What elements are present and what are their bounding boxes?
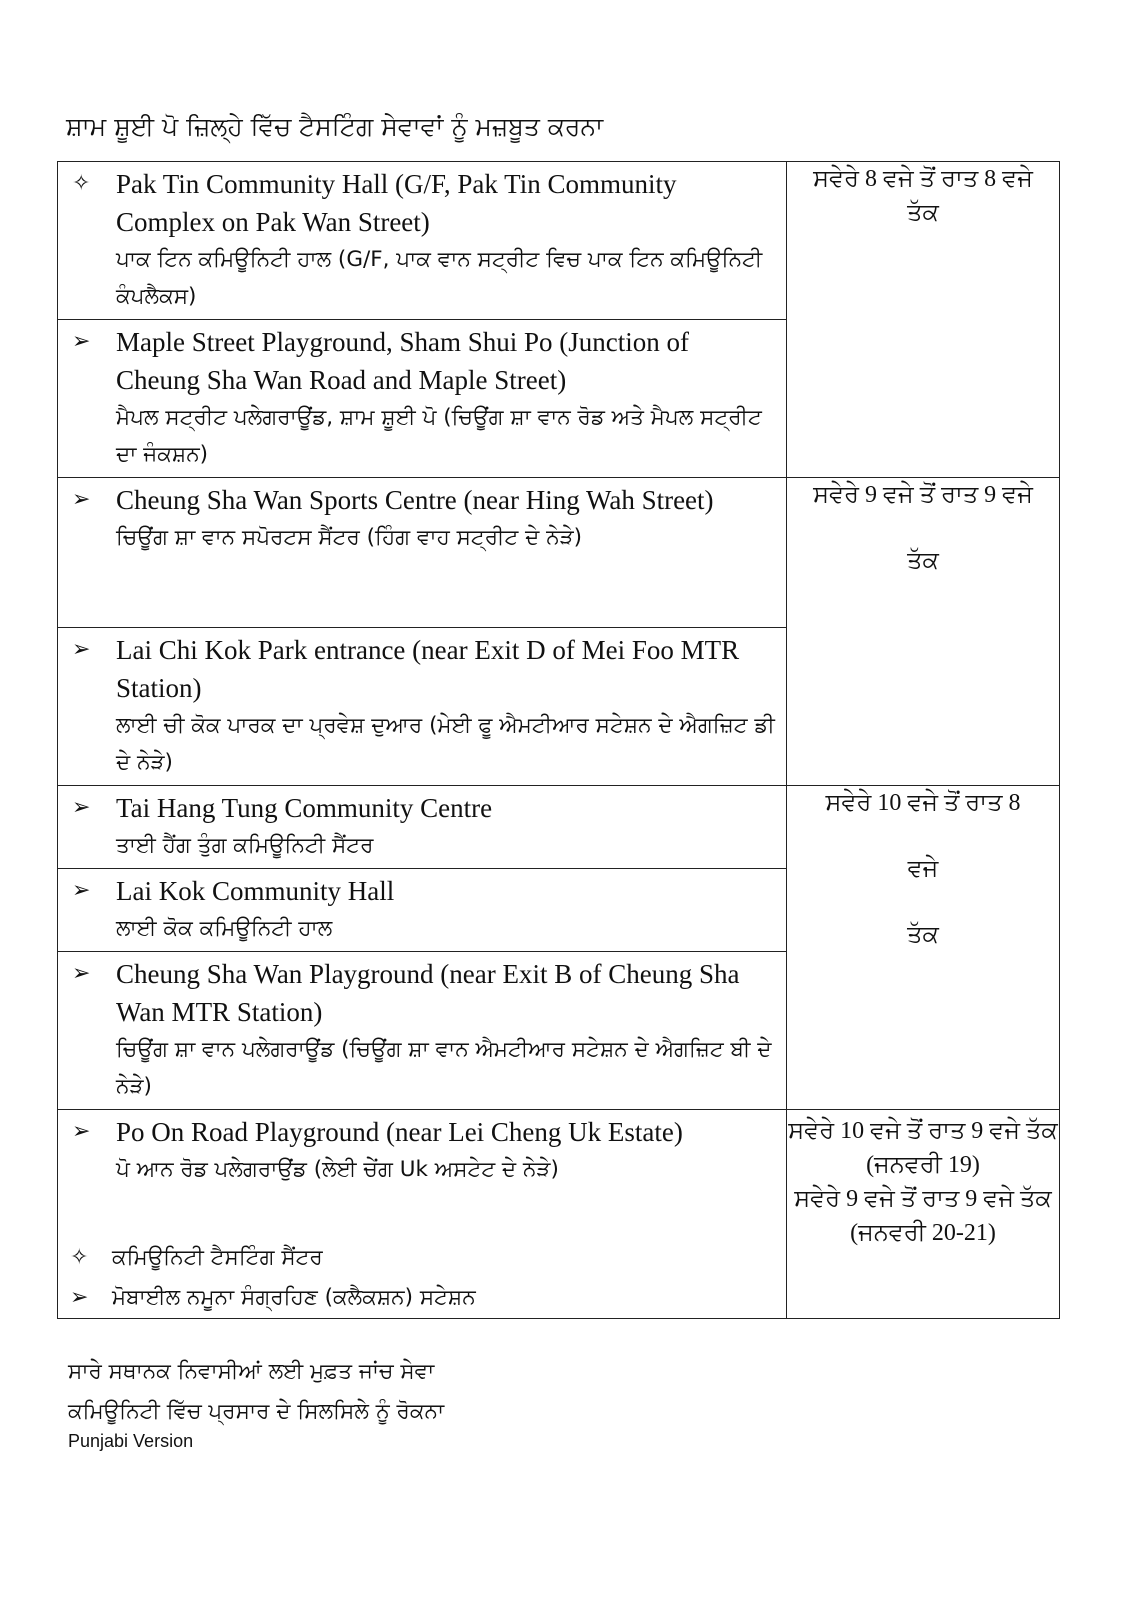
mobile-station-marker-icon: ➢: [72, 1119, 91, 1144]
slogan-line: ਕਮਿਊਨਿਟੀ ਵਿੱਚ ਪ੍ਰਸਾਰ ਦੇ ਸਿਲਸਿਲੇ ਨੂੰ ਰੋਕਨਾ: [68, 1399, 445, 1424]
hours-text: ਸਵੇਰੇ 10 ਵਜੇ ਤੋਂ ਰਾਤ 8: [825, 790, 1021, 816]
mobile-station-marker-icon: ➢: [72, 961, 91, 986]
community-testing-marker-icon: ✧: [72, 171, 91, 196]
hours-cell: [787, 478, 1060, 786]
site-name-en: Po On Road Playground (near Lei Cheng Uk Estate): [116, 1117, 683, 1147]
hours-text: ਵਜੇ: [907, 856, 939, 882]
mobile-station-marker-icon: ➢: [72, 487, 91, 512]
hours-cell: [787, 786, 1060, 1110]
site-name-en: Tai Hang Tung Community Centre: [116, 793, 493, 823]
site-name-pa: ਪਾਕ ਟਿਨ ਕਮਿਊਨਿਟੀ ਹਾਲ (G/F, ਪਾਕ ਵਾਨ ਸਟ੍ਰੀਟ ਵਿਚ ਪਾਕ ਟਿਨ ਕਮਿਊਨਿਟੀ ਕੰਪਲੈਕਸ): [116, 247, 763, 309]
hours-text: ਤੱਕ: [907, 548, 939, 574]
site-name-en: Lai Chi Kok Park entrance (near Exit D of Mei Foo MTR Station): [116, 635, 740, 703]
page-title: ਸ਼ਾਮ ਸ਼ੂਈ ਪੋ ਜ਼ਿਲ੍ਹੇ ਵਿੱਚ ਟੈਸਟਿੰਗ ਸੇਵਾਵਾਂ ਨੂੰ ਮਜ਼ਬੂਤ ਕਰਨਾ: [66, 112, 604, 141]
site-name-en: Maple Street Playground, Sham Shui Po (Junction of Cheung Sha Wan Road and Maple Street): [116, 327, 689, 395]
hours-text: ਤੱਕ: [907, 922, 939, 948]
hours-text: ਸਵੇਰੇ 9 ਵਜੇ ਤੋਂ ਰਾਤ 9 ਵਜੇ ਤੱਕ: [794, 1186, 1052, 1212]
mobile-station-marker-icon: ➢: [72, 637, 91, 662]
legend: [70, 1238, 476, 1318]
site-name-pa: ਪੋ ਆਨ ਰੋਡ ਪਲੇਗਰਾਉਂਡ (ਲੇਈ ਚੇਂਗ Uk ਅਸਟੇਟ ਦੇ ਨੇੜੇ): [116, 1157, 559, 1182]
site-name-pa: ਮੈਪਲ ਸਟ੍ਰੀਟ ਪਲੇਗਰਾਊਂਡ, ਸ਼ਾਮ ਸ਼ੂਈ ਪੋ (ਚਿਊਂਗ ਸ਼ਾ ਵਾਨ ਰੋਡ ਅਤੇ ਮੈਪਲ ਸਟ੍ਰੀਟ ਦਾ ਜੰਕਸ਼ਨ): [116, 405, 762, 467]
site-name-en: Lai Kok Community Hall: [116, 876, 395, 906]
site-cell: [58, 320, 787, 478]
site-name-pa: ਤਾਈ ਹੈਂਗ ਤੁੰਗ ਕਮਿਊਨਿਟੀ ਸੈਂਟਰ: [116, 833, 374, 858]
mobile-station-marker-icon: ➢: [72, 878, 91, 903]
table-row: [58, 786, 1060, 869]
hours-text: ਸਵੇਰੇ 9 ਵਜੇ ਤੋਂ ਰਾਤ 9 ਵਜੇ: [813, 482, 1033, 508]
slogan-line: ਸਾਰੇ ਸਥਾਨਕ ਨਿਵਾਸੀਆਂ ਲਈ ਮੁਫ਼ਤ ਜਾਂਚ ਸੇਵਾ: [68, 1359, 435, 1384]
mobile-station-marker-icon: ➢: [72, 795, 91, 820]
site-name-en: Cheung Sha Wan Playground (near Exit B of Cheung Sha Wan MTR Station): [116, 959, 740, 1027]
legend-item: [70, 1278, 476, 1318]
hours-text: ਸਵੇਰੇ 10 ਵਜੇ ਤੋਂ ਰਾਤ 9 ਵਜੇ ਤੱਕ: [788, 1118, 1058, 1144]
hours-date: (ਜਨਵਰੀ 19): [866, 1152, 980, 1178]
legend-label: ਕਮਿਊਨਿਟੀ ਟੈਸਟਿੰਗ ਸੈਂਟਰ: [112, 1245, 323, 1270]
table-row: [58, 162, 1060, 320]
legend-item: [70, 1238, 476, 1278]
hours-date: (ਜਨਵਰੀ 20-21): [850, 1220, 996, 1246]
testing-sites-table: [57, 161, 1060, 1319]
site-name-pa: ਲਾਈ ਚੀ ਕੋਕ ਪਾਰਕ ਦਾ ਪ੍ਰਵੇਸ਼ ਦੁਆਰ (ਮੇਈ ਫੂ ਐਮਟੀਆਰ ਸਟੇਸ਼ਨ ਦੇ ਐਗਜ਼ਿਟ ਡੀ ਦੇ ਨੇੜੇ): [116, 713, 775, 775]
mobile-station-marker-icon: ➢: [72, 329, 91, 354]
hours-text: ਸਵੇਰੇ 8 ਵਜੇ ਤੋਂ ਰਾਤ 8 ਵਜੇ ਤੱਕ: [813, 166, 1033, 226]
legend-label: ਮੋਬਾਈਲ ਨਮੂਨਾ ਸੰਗ੍ਰਹਿਣ (ਕਲੈਕਸ਼ਨ) ਸਟੇਸ਼ਨ: [112, 1285, 476, 1310]
site-name-en: Pak Tin Community Hall (G/F, Pak Tin Community Complex on Pak Wan Street): [116, 169, 677, 237]
site-cell: [58, 869, 787, 952]
community-testing-marker-icon: ✧: [70, 1245, 89, 1270]
version-label: Punjabi Version: [68, 1431, 194, 1451]
site-name-en: Cheung Sha Wan Sports Centre (near Hing Wah Street): [116, 485, 714, 515]
hours-cell: [787, 162, 1060, 478]
site-name-pa: ਚਿਊਂਗ ਸ਼ਾ ਵਾਨ ਪਲੇਗਰਾਊਂਡ (ਚਿਊਂਗ ਸ਼ਾ ਵਾਨ ਐਮਟੀਆਰ ਸਟੇਸ਼ਨ ਦੇ ਐਗਜ਼ਿਟ ਬੀ ਦੇ ਨੇੜੇ): [116, 1037, 772, 1099]
site-cell: [58, 786, 787, 869]
site-cell: [58, 478, 787, 628]
table-row: [58, 478, 1060, 628]
mobile-station-marker-icon: ➢: [70, 1285, 89, 1310]
site-cell: [58, 952, 787, 1110]
site-cell: [58, 162, 787, 320]
site-name-pa: ਲਾਈ ਕੋਕ ਕਮਿਊਨਿਟੀ ਹਾਲ: [116, 916, 333, 941]
site-cell: [58, 628, 787, 786]
hours-cell: [787, 1110, 1060, 1319]
site-name-pa: ਚਿਊਂਗ ਸ਼ਾ ਵਾਨ ਸਪੋਰਟਸ ਸੈਂਟਰ (ਹਿੰਗ ਵਾਹ ਸਟ੍ਰੀਟ ਦੇ ਨੇੜੇ): [116, 525, 583, 550]
footer-slogan: [68, 1352, 444, 1432]
